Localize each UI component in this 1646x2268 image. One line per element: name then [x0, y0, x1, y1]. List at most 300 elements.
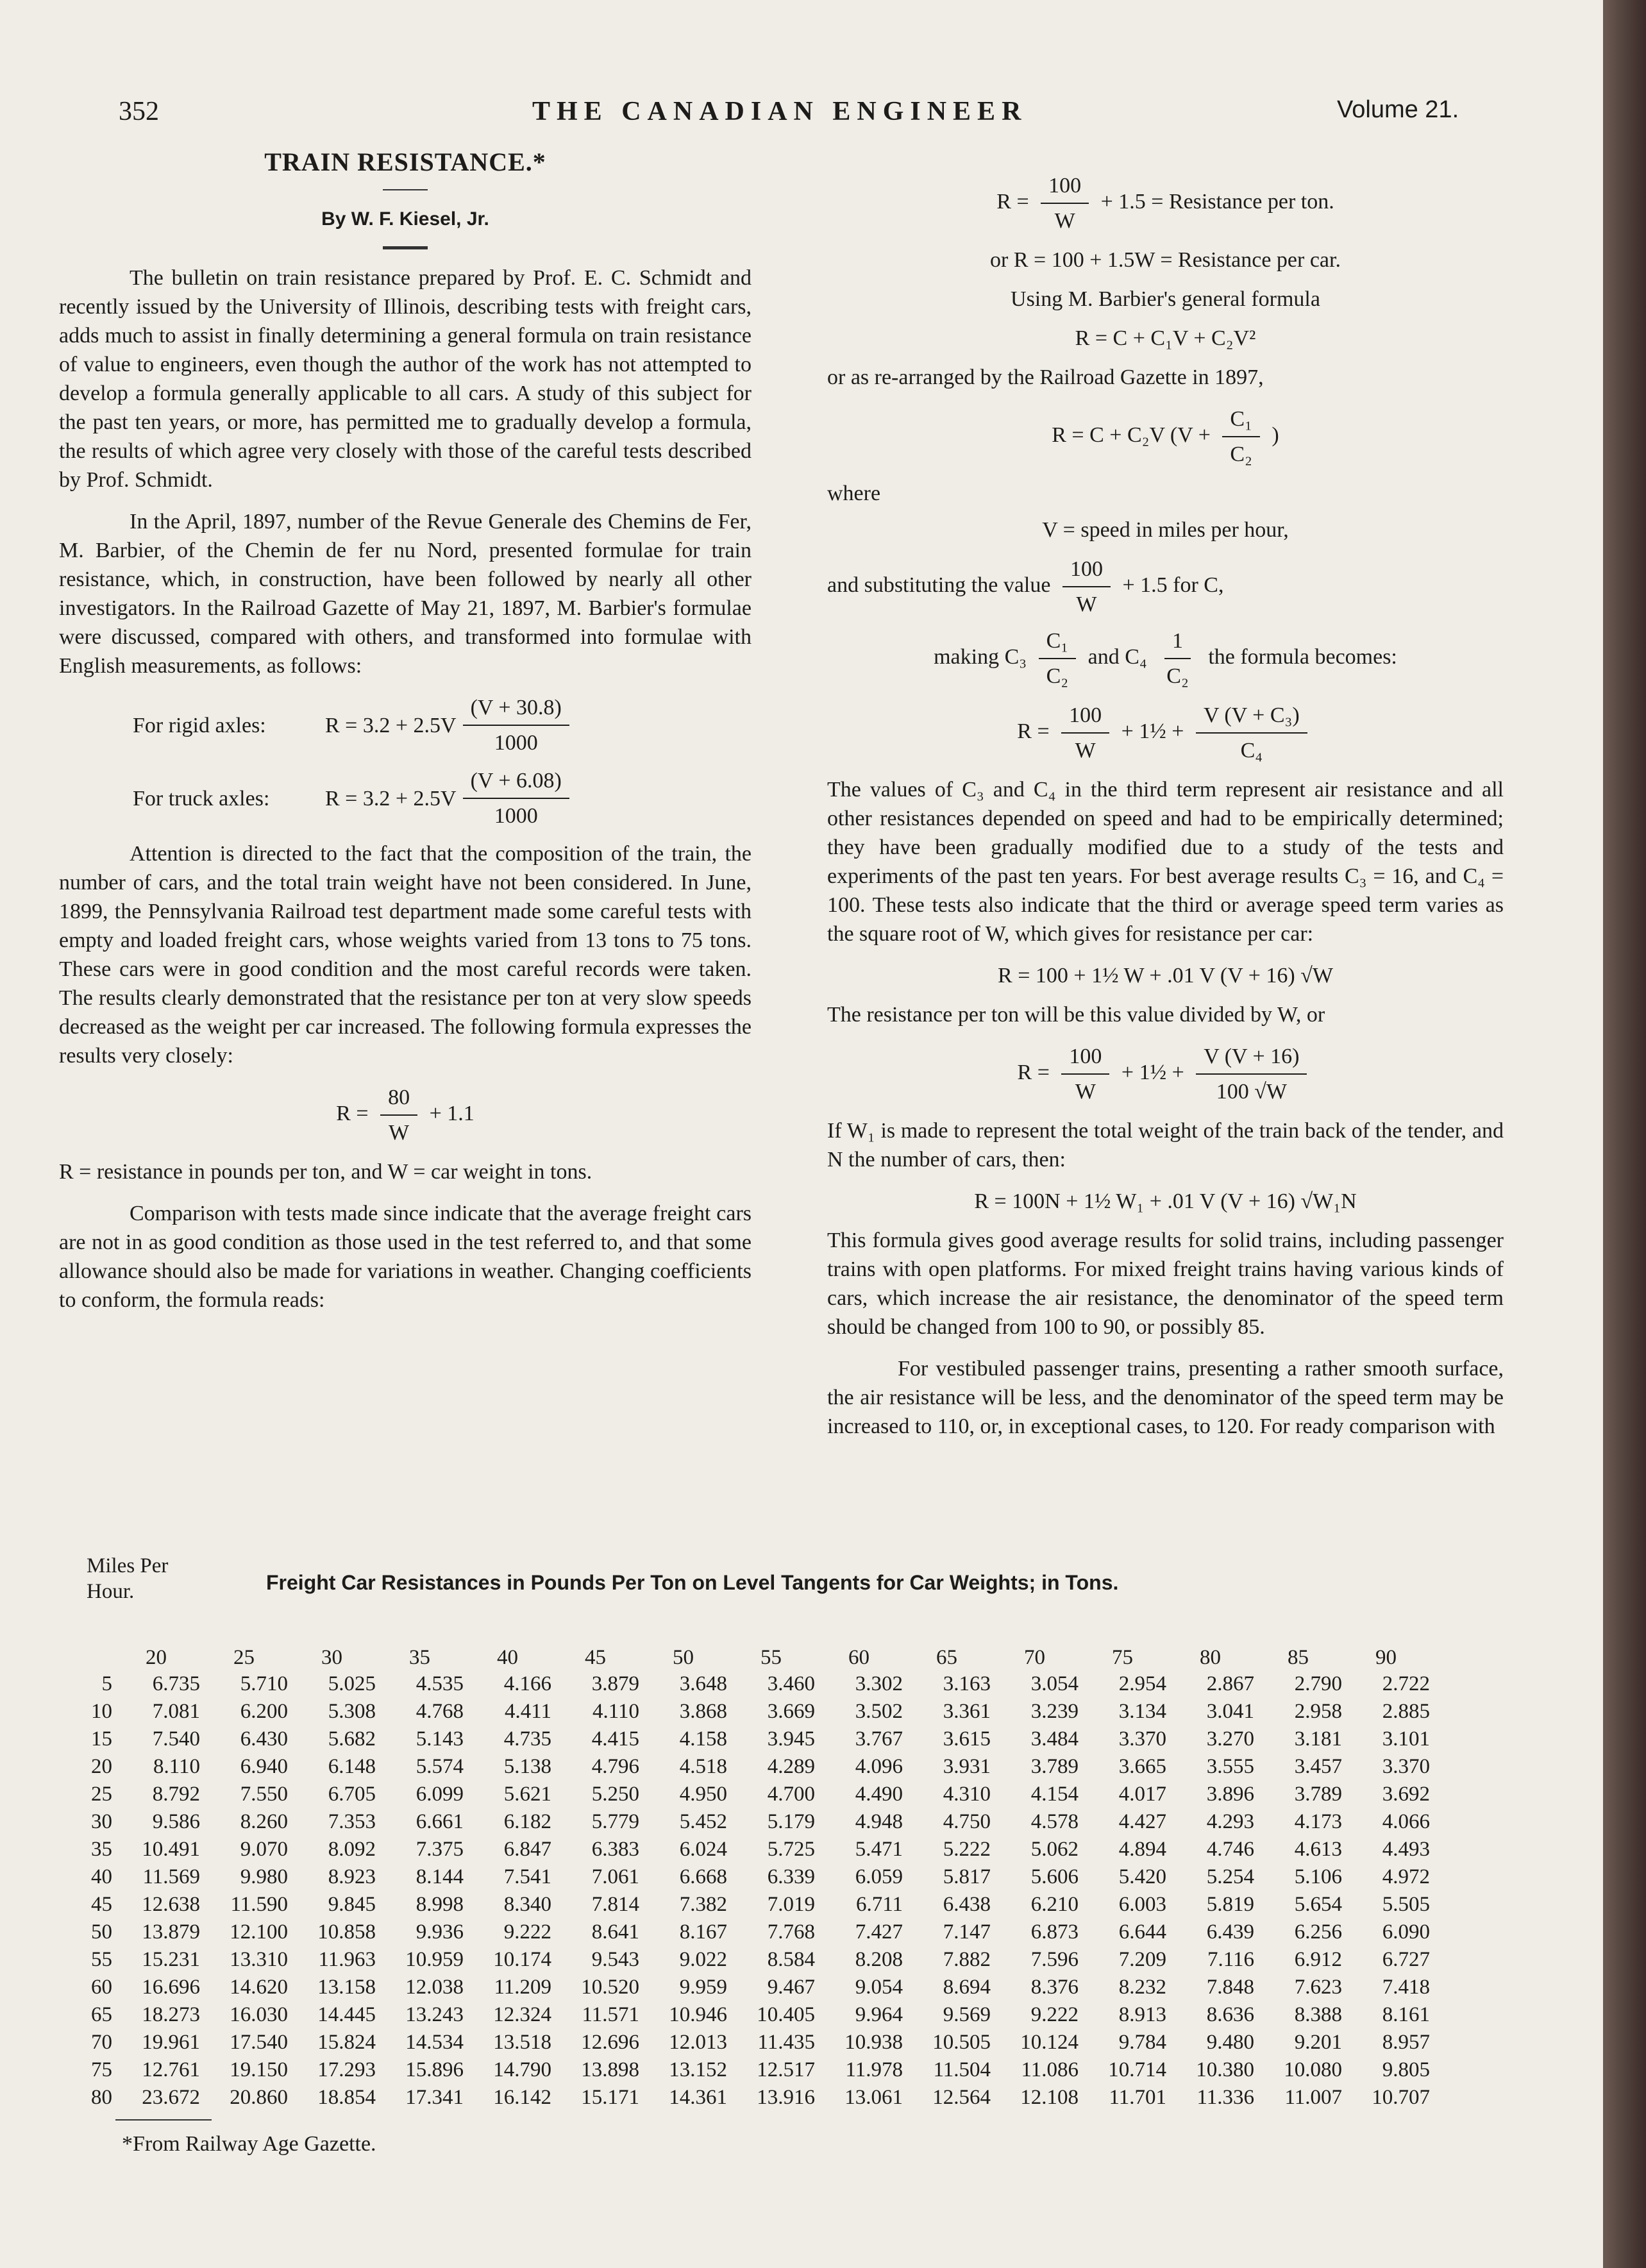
- byline-rule: [383, 246, 428, 249]
- table-row: [77, 2029, 1430, 2056]
- resistance-cell: 6.210: [1030, 1893, 1079, 1916]
- resistance-cell: 10.405: [757, 2003, 815, 2026]
- resistance-cell: 12.761: [142, 2058, 200, 2081]
- making-line: [827, 626, 1504, 691]
- resistance-cell: 6.148: [328, 1755, 376, 1778]
- resistance-cell: 8.167: [679, 1920, 727, 1944]
- speed-cell: 25: [91, 1783, 112, 1806]
- table-row: [77, 1670, 1430, 1698]
- resistance-cell: 7.540: [152, 1727, 200, 1751]
- table-row: [77, 1919, 1430, 1946]
- making-num-2: 1: [1164, 626, 1191, 659]
- right-column: [827, 164, 1504, 1454]
- resistance-cell: 14.790: [493, 2058, 551, 2081]
- resistance-cell: 6.735: [152, 1672, 200, 1695]
- resistance-cell: 11.086: [1021, 2058, 1079, 2081]
- paragraph-2: In the April, 1897, number of the Revue Generale des Chemins de Fer, M. Barbier, of the Chemin de fer nu Nord, presented formulae for train resistance, which, in construction, have been followed by nearly all other investigators. In the Railroad Gazette of May 21, 1897, M. Barbier's formulae were discussed, compared with others, and transformed into formulae with English measurements, as follows:: [59, 510, 752, 678]
- resistance-cell: 3.789: [1030, 1755, 1079, 1778]
- resistance-cell: 3.041: [1206, 1700, 1254, 1723]
- resistance-cell: 7.541: [503, 1865, 551, 1888]
- resistance-cell: 9.569: [943, 2003, 991, 2026]
- resistance-cell: 4.750: [943, 1810, 991, 1833]
- speed-cell: 20: [91, 1755, 112, 1778]
- paragraph-5: Comparison with tests made since indicate that the average freight cars are not in as good condition as those used in the test referred to, and that some allowance should also be made for variations in weather. Changing coefficients to conform, the formula reads:: [59, 1202, 752, 1312]
- weight-header: 35: [409, 1645, 430, 1669]
- table-row: [77, 1753, 1430, 1781]
- resistance-cell: 3.484: [1030, 1727, 1079, 1751]
- resistance-cell: 3.361: [943, 1700, 991, 1723]
- resistance-cell: 5.819: [1206, 1893, 1254, 1916]
- resistance-cell: 9.805: [1382, 2058, 1430, 2081]
- resistance-cell: 13.879: [142, 1920, 200, 1944]
- resistance-cell: 4.415: [591, 1727, 639, 1751]
- resistance-cell: 3.370: [1382, 1755, 1430, 1778]
- weight-header: 50: [673, 1645, 694, 1669]
- resistance-cell: 11.435: [757, 2031, 815, 2054]
- resistance-cell: 3.879: [591, 1672, 639, 1695]
- resistance-cell: 4.578: [1030, 1810, 1079, 1833]
- resistance-cell: 9.054: [855, 1976, 903, 1999]
- resistance-cell: 4.700: [767, 1783, 815, 1806]
- formula-8: R = 100 + 1½ W + .01 V (V + 16) √W: [998, 964, 1333, 987]
- resistance-cell: 10.174: [493, 1948, 551, 1971]
- resistance-cell: 12.324: [493, 2003, 551, 2026]
- resistance-cell: 5.606: [1030, 1865, 1079, 1888]
- resistance-cell: 14.620: [230, 1976, 288, 1999]
- f5-fraction: [1222, 405, 1260, 469]
- resistance-cell: 3.555: [1206, 1755, 1254, 1778]
- resistance-cell: 15.824: [317, 2031, 376, 2054]
- resistance-cell: 8.584: [767, 1948, 815, 1971]
- resistance-cell: 10.858: [317, 1920, 376, 1944]
- speed-cell: 55: [91, 1948, 112, 1971]
- paragraph-7: or as re-arranged by the Railroad Gazette in 1897,: [827, 365, 1264, 389]
- speed-cell: 15: [91, 1727, 112, 1751]
- resistance-cell: 9.222: [1030, 2003, 1079, 2026]
- resistance-cell: 8.641: [591, 1920, 639, 1944]
- speed-cell: 30: [91, 1810, 112, 1833]
- resistance-cell: 12.100: [230, 1920, 288, 1944]
- article-title: TRAIN RESISTANCE.*: [264, 147, 546, 176]
- formula-9: [827, 1042, 1504, 1106]
- table-row: [77, 2084, 1430, 2112]
- resistance-cell: 6.430: [240, 1727, 288, 1751]
- table-row: [77, 1891, 1430, 1919]
- resistance-cell: 2.722: [1382, 1672, 1430, 1695]
- resistance-cell: 15.231: [142, 1948, 200, 1971]
- resistance-cell: 7.814: [591, 1893, 639, 1916]
- f7-fraction-1: [1061, 701, 1109, 765]
- resistance-cell: 9.543: [591, 1948, 639, 1971]
- f5-rhs: ): [1272, 423, 1279, 447]
- resistance-cell: 11.701: [1109, 2086, 1166, 2109]
- resistance-cell: 16.696: [142, 1976, 200, 1999]
- resistance-cell: 9.201: [1294, 2031, 1342, 2054]
- resistance-cell: 2.954: [1118, 1672, 1166, 1695]
- resistance-cell: 3.692: [1382, 1783, 1430, 1806]
- table-row: [77, 2056, 1430, 2084]
- resistance-cell: 8.260: [240, 1810, 288, 1833]
- resistance-cell: 4.017: [1118, 1783, 1166, 1806]
- making-den-1: C₂: [1046, 664, 1069, 688]
- resistance-cell: 4.972: [1382, 1865, 1430, 1888]
- resistance-cell: 3.370: [1118, 1727, 1166, 1751]
- resistance-cell: 3.163: [943, 1672, 991, 1695]
- resistance-cell: 4.518: [679, 1755, 727, 1778]
- formula-7: [827, 701, 1504, 765]
- page-number: 352: [119, 97, 159, 126]
- resistance-cell: 17.341: [405, 2086, 464, 2109]
- truck-lhs: R = 3.2 + 2.5V: [325, 786, 457, 811]
- resistance-cell: 11.336: [1197, 2086, 1254, 2109]
- f1-rhs: + 1.1: [429, 1101, 474, 1125]
- f7-num-1: 100: [1061, 701, 1109, 734]
- resistance-cell: 7.882: [943, 1948, 991, 1971]
- resistance-cell: 13.061: [844, 2086, 903, 2109]
- resistance-cell: 3.648: [679, 1672, 727, 1695]
- weight-header: 60: [848, 1645, 869, 1669]
- resistance-cell: 7.147: [943, 1920, 991, 1944]
- speed-cell: 80: [91, 2086, 112, 2109]
- resistance-cell: 6.439: [1206, 1920, 1254, 1944]
- resistance-cell: 6.873: [1030, 1920, 1079, 1944]
- resistance-cell: 7.596: [1030, 1948, 1079, 1971]
- resistance-cell: 6.090: [1382, 1920, 1430, 1944]
- making-fraction-2: [1159, 626, 1197, 691]
- table-row: [77, 1698, 1430, 1726]
- resistance-cell: 11.571: [582, 2003, 639, 2026]
- where-label: where: [827, 482, 881, 505]
- resistance-cell: 7.081: [152, 1700, 200, 1723]
- truck-label: For truck axles:: [133, 786, 270, 811]
- table-row: [77, 2001, 1430, 2029]
- resistance-cell: 6.003: [1118, 1893, 1166, 1916]
- resistance-cell: 13.243: [405, 2003, 464, 2026]
- speed-cell: 45: [91, 1893, 112, 1916]
- speed-cell: 70: [91, 2031, 112, 2054]
- resistance-cell: 12.108: [1020, 2086, 1079, 2109]
- resistance-cell: 5.710: [240, 1672, 288, 1695]
- substituting-denominator: W: [1076, 592, 1097, 616]
- resistance-cell: 6.661: [416, 1810, 464, 1833]
- resistance-cell: 3.270: [1206, 1727, 1254, 1751]
- resistance-cell: 7.550: [240, 1783, 288, 1806]
- resistance-cell: 3.460: [767, 1672, 815, 1695]
- resistance-cell: 7.623: [1294, 1976, 1342, 1999]
- volume-label: Volume 21.: [1337, 96, 1459, 123]
- resistance-cell: 19.961: [142, 2031, 200, 2054]
- resistance-cell: 4.894: [1118, 1838, 1166, 1861]
- weight-header: 45: [585, 1645, 606, 1669]
- resistance-cell: 6.705: [328, 1783, 376, 1806]
- resistance-cell: 14.445: [317, 2003, 376, 2026]
- resistance-cell: 10.124: [1020, 2031, 1079, 2054]
- resistance-cell: 9.222: [503, 1920, 551, 1944]
- resistance-cell: 5.308: [328, 1700, 376, 1723]
- resistance-cell: 10.380: [1196, 2058, 1254, 2081]
- resistance-cell: 9.784: [1118, 2031, 1166, 2054]
- resistance-cell: 20.860: [230, 2086, 288, 2109]
- resistance-cell: 3.457: [1294, 1755, 1342, 1778]
- resistance-cell: 13.898: [581, 2058, 639, 2081]
- speed-cell: 5: [101, 1672, 112, 1695]
- resistance-cell: 13.310: [230, 1948, 288, 1971]
- resistance-cell: 8.232: [1118, 1976, 1166, 1999]
- truck-fraction: [463, 766, 569, 830]
- paragraph-10: The resistance per ton will be this value divided by W, or: [827, 1003, 1325, 1027]
- resistance-cell: 17.540: [230, 2031, 288, 2054]
- resistance-cell: 6.912: [1294, 1948, 1342, 1971]
- resistance-cell: 5.138: [503, 1755, 551, 1778]
- resistance-cell: 11.209: [494, 1976, 551, 1999]
- resistance-cell: 8.161: [1382, 2003, 1430, 2026]
- formula-10: R = 100N + 1½ W₁ + .01 V (V + 16) √W₁N: [974, 1189, 1357, 1213]
- resistance-cell: 2.885: [1382, 1700, 1430, 1723]
- resistance-cell: 8.998: [416, 1893, 464, 1916]
- resistance-cell: 4.490: [855, 1783, 903, 1806]
- resistance-cell: 10.946: [669, 2003, 727, 2026]
- resistance-cell: 7.375: [416, 1838, 464, 1861]
- formula-4: R = C + C₁V + C₂V²: [1075, 326, 1256, 350]
- resistance-cell: 17.293: [317, 2058, 376, 2081]
- resistance-cell: 4.768: [416, 1700, 464, 1723]
- resistance-cell: 9.980: [240, 1865, 288, 1888]
- resistance-cell: 7.382: [679, 1893, 727, 1916]
- resistance-cell: 13.152: [669, 2058, 727, 2081]
- table-row: [77, 1836, 1430, 1863]
- making-den-2: C₂: [1166, 664, 1189, 688]
- speed-cell: 40: [91, 1865, 112, 1888]
- resistance-cell: 5.062: [1030, 1838, 1079, 1861]
- speed-cell: 50: [91, 1920, 112, 1944]
- resistance-cell: 3.896: [1206, 1783, 1254, 1806]
- rigid-lhs: R = 3.2 + 2.5V: [325, 713, 457, 737]
- resistance-cell: 4.796: [591, 1755, 639, 1778]
- f1-denominator: W: [389, 1121, 410, 1145]
- resistance-cell: 5.725: [767, 1838, 815, 1861]
- f9-den-2: 100 √W: [1216, 1080, 1287, 1104]
- paragraph-9: The values of C₃ and C₄ in the third term represent air resistance and all other resistances depended on speed and had to be empirically determined; they have been gradually modified due to a study of the tests and experiments of the past ten years. For best average results C₃ = 16, and C₄ = 100. These tests also indicate that the third or average speed term varies as the square root of W, which gives for resistance per car:: [827, 778, 1504, 946]
- f5-numerator: C₁: [1222, 405, 1260, 437]
- resistance-cell: 5.654: [1294, 1893, 1342, 1916]
- freight-resistance-table: [77, 1645, 1430, 2112]
- resistance-cell: 4.293: [1206, 1810, 1254, 1833]
- footnote-rule: [115, 2119, 212, 2121]
- resistance-cell: 3.134: [1118, 1700, 1166, 1723]
- journal-title: THE CANADIAN ENGINEER: [532, 97, 1028, 126]
- resistance-cell: 4.066: [1382, 1810, 1430, 1833]
- f7-den-1: W: [1075, 739, 1096, 762]
- resistance-cell: 4.535: [416, 1672, 464, 1695]
- weight-header: 25: [233, 1645, 255, 1669]
- resistance-cell: 4.948: [855, 1810, 903, 1833]
- resistance-cell: 3.054: [1030, 1672, 1079, 1695]
- table-row: [77, 1946, 1430, 1974]
- f1-lhs: R =: [336, 1101, 369, 1125]
- substituting-rest: + 1.5 for C,: [1122, 573, 1224, 597]
- resistance-cell: 4.735: [503, 1727, 551, 1751]
- paragraph-4: R = resistance in pounds per ton, and W = car weight in tons.: [59, 1160, 592, 1184]
- f7-mid: + 1½ +: [1121, 719, 1184, 743]
- resistance-cell: 6.182: [503, 1810, 551, 1833]
- resistance-cell: 13.916: [757, 2086, 815, 2109]
- making-num-1: C₁: [1039, 626, 1077, 659]
- resistance-cell: 6.200: [240, 1700, 288, 1723]
- f9-num-1: 100: [1061, 1042, 1109, 1075]
- rigid-numerator: (V + 30.8): [463, 693, 569, 726]
- binding-edge: [1603, 0, 1646, 2268]
- making-fraction-1: [1039, 626, 1077, 691]
- resistance-cell: 12.038: [405, 1976, 464, 1999]
- f2-fraction: [1041, 171, 1089, 235]
- table-header-row: [77, 1645, 1430, 1670]
- resistance-cell: 9.964: [855, 2003, 903, 2026]
- f1-numerator: 80: [380, 1083, 417, 1116]
- weight-header: 40: [497, 1645, 518, 1669]
- resistance-cell: 5.505: [1382, 1893, 1430, 1916]
- paragraph-12: This formula gives good average results for solid trains, including passenger trains with open platforms. For mixed freight trains having various kinds of cars, which increase the air resistance, the denominator of the speed term should be changed from 100 to 90, or possibly 85.: [827, 1229, 1504, 1339]
- resistance-cell: 10.080: [1284, 2058, 1342, 2081]
- resistance-cell: 15.171: [581, 2086, 639, 2109]
- resistance-cell: 5.574: [416, 1755, 464, 1778]
- f7-den-2: C₄: [1240, 739, 1263, 762]
- resistance-cell: 9.845: [328, 1893, 376, 1916]
- resistance-cell: 13.518: [493, 2031, 551, 2054]
- formula-2: [827, 171, 1504, 235]
- resistance-cell: 12.638: [142, 1893, 200, 1916]
- resistance-cell: 5.471: [855, 1838, 903, 1861]
- resistance-cell: 3.931: [943, 1755, 991, 1778]
- resistance-cell: 18.854: [317, 2086, 376, 2109]
- resistance-cell: 5.817: [943, 1865, 991, 1888]
- paragraph-11: If W₁ is made to represent the total weight of the train back of the tender, and N the number of cars, then:: [827, 1119, 1504, 1172]
- truck-denominator: 1000: [494, 804, 538, 828]
- rigid-denominator: 1000: [494, 731, 538, 755]
- resistance-cell: 10.714: [1108, 2058, 1166, 2081]
- resistance-cell: 6.256: [1294, 1920, 1342, 1944]
- resistance-cell: 2.958: [1294, 1700, 1342, 1723]
- resistance-cell: 23.672: [142, 2086, 200, 2109]
- resistance-cell: 6.339: [767, 1865, 815, 1888]
- resistance-cell: 11.963: [318, 1948, 376, 1971]
- resistance-cell: 8.792: [152, 1783, 200, 1806]
- resistance-cell: 9.586: [152, 1810, 200, 1833]
- resistance-cell: 3.502: [855, 1700, 903, 1723]
- resistance-cell: 8.913: [1118, 2003, 1166, 2026]
- resistance-cell: 12.013: [669, 2031, 727, 2054]
- resistance-cell: 5.179: [767, 1810, 815, 1833]
- resistance-cell: 5.025: [328, 1672, 376, 1695]
- f9-fraction-1: [1061, 1042, 1109, 1106]
- weight-header: 55: [760, 1645, 782, 1669]
- resistance-cell: 6.059: [855, 1865, 903, 1888]
- resistance-cell: 2.790: [1294, 1672, 1342, 1695]
- resistance-cell: 10.959: [405, 1948, 464, 1971]
- formula-rigid-axles: [59, 693, 752, 757]
- table-row-header: Miles Per Hour.: [87, 1554, 169, 1603]
- resistance-cell: 4.289: [767, 1755, 815, 1778]
- resistance-cell: 5.250: [591, 1783, 639, 1806]
- truck-numerator: (V + 6.08): [463, 766, 569, 799]
- formula-6: V = speed in miles per hour,: [1042, 518, 1289, 542]
- weight-header: 90: [1375, 1645, 1397, 1669]
- resistance-cell: 19.150: [230, 2058, 288, 2081]
- f7-fraction-2: [1196, 701, 1307, 765]
- f2-lhs: R =: [996, 189, 1029, 214]
- resistance-cell: 10.707: [1372, 2086, 1430, 2109]
- resistance-cell: 7.848: [1206, 1976, 1254, 1999]
- resistance-cell: 15.896: [405, 2058, 464, 2081]
- resistance-cell: 9.022: [679, 1948, 727, 1971]
- resistance-cell: 10.520: [581, 1976, 639, 1999]
- f5-denominator: C₂: [1230, 442, 1252, 466]
- table-row: [77, 1974, 1430, 2001]
- resistance-cell: 6.668: [679, 1865, 727, 1888]
- f7-lhs: R =: [1017, 719, 1050, 743]
- paragraph-1: The bulletin on train resistance prepared by Prof. E. C. Schmidt and recently issued by the University of Illinois, describing tests with freight cars, adds much to assist in finally determining a general formula on train resistance of value to engineers, even though the author of the work has not attempted to develop a formula generally applicable to all cars. A study of this subject for the past ten years, or more, has permitted me to gradually develop a formula, the results of which agree very closely with those of the careful tests described by Prof. Schmidt.: [59, 266, 752, 492]
- resistance-cell: 5.779: [591, 1810, 639, 1833]
- resistance-cell: 14.534: [405, 2031, 464, 2054]
- paragraph-6: Using M. Barbier's general formula: [1011, 287, 1320, 311]
- resistance-cell: 7.768: [767, 1920, 815, 1944]
- resistance-cell: 3.767: [855, 1727, 903, 1751]
- resistance-cell: 5.420: [1118, 1865, 1166, 1888]
- resistance-cell: 4.154: [1030, 1783, 1079, 1806]
- resistance-cell: 8.340: [503, 1893, 551, 1916]
- speed-cell: 10: [91, 1700, 112, 1723]
- f9-lhs: R =: [1017, 1060, 1050, 1084]
- resistance-cell: 11.504: [933, 2058, 991, 2081]
- resistance-cell: 7.116: [1207, 1948, 1254, 1971]
- resistance-cell: 11.569: [142, 1865, 200, 1888]
- resistance-cell: 12.564: [932, 2086, 991, 2109]
- resistance-cell: 4.613: [1294, 1838, 1342, 1861]
- resistance-cell: 4.746: [1206, 1838, 1254, 1861]
- resistance-cell: 16.030: [230, 2003, 288, 2026]
- resistance-cell: 3.665: [1118, 1755, 1166, 1778]
- table-row: [77, 1808, 1430, 1836]
- resistance-cell: 7.353: [328, 1810, 376, 1833]
- resistance-cell: 5.106: [1294, 1865, 1342, 1888]
- making-c3: making C₃: [934, 644, 1027, 669]
- table-row: [77, 1726, 1430, 1753]
- resistance-cell: 4.110: [592, 1700, 639, 1723]
- resistance-cell: 8.636: [1206, 2003, 1254, 2026]
- resistance-cell: 3.181: [1294, 1727, 1342, 1751]
- resistance-cell: 9.070: [240, 1838, 288, 1861]
- weight-header: 80: [1200, 1645, 1221, 1669]
- resistance-cell: 11.590: [230, 1893, 288, 1916]
- resistance-cell: 3.945: [767, 1727, 815, 1751]
- resistance-cell: 4.173: [1294, 1810, 1342, 1833]
- substituting-text: and substituting the value: [827, 573, 1051, 597]
- f5-lhs: R = C + C₂V (V +: [1052, 423, 1211, 447]
- resistance-cell: 8.092: [328, 1838, 376, 1861]
- resistance-cell: 11.978: [845, 2058, 903, 2081]
- resistance-cell: 4.493: [1382, 1838, 1430, 1861]
- weight-header: 20: [146, 1645, 167, 1669]
- resistance-cell: 6.711: [855, 1893, 903, 1916]
- f7-num-2: V (V + C₃): [1196, 701, 1307, 734]
- paragraph-3: Attention is directed to the fact that the composition of the train, the number of cars, and the total train weight have not been considered. In June, 1899, the Pennsylvania Railroad test department made some careful tests with empty and loaded freight cars, whose weights varied from 13 tons to 75 tons. These cars were in good condition and the most careful records were taken. The results clearly demonstrated that the resistance per ton at very slow speeds decreased as the weight per car increased. The following formula expresses the results very closely:: [59, 842, 752, 1068]
- left-column: [59, 147, 752, 1327]
- speed-cell: 65: [91, 2003, 112, 2026]
- f2-rhs: + 1.5 = Resistance per ton.: [1100, 189, 1334, 214]
- resistance-cell: 8.110: [153, 1755, 200, 1778]
- resistance-cell: 5.452: [679, 1810, 727, 1833]
- resistance-cell: 8.208: [855, 1948, 903, 1971]
- weight-header: 65: [936, 1645, 957, 1669]
